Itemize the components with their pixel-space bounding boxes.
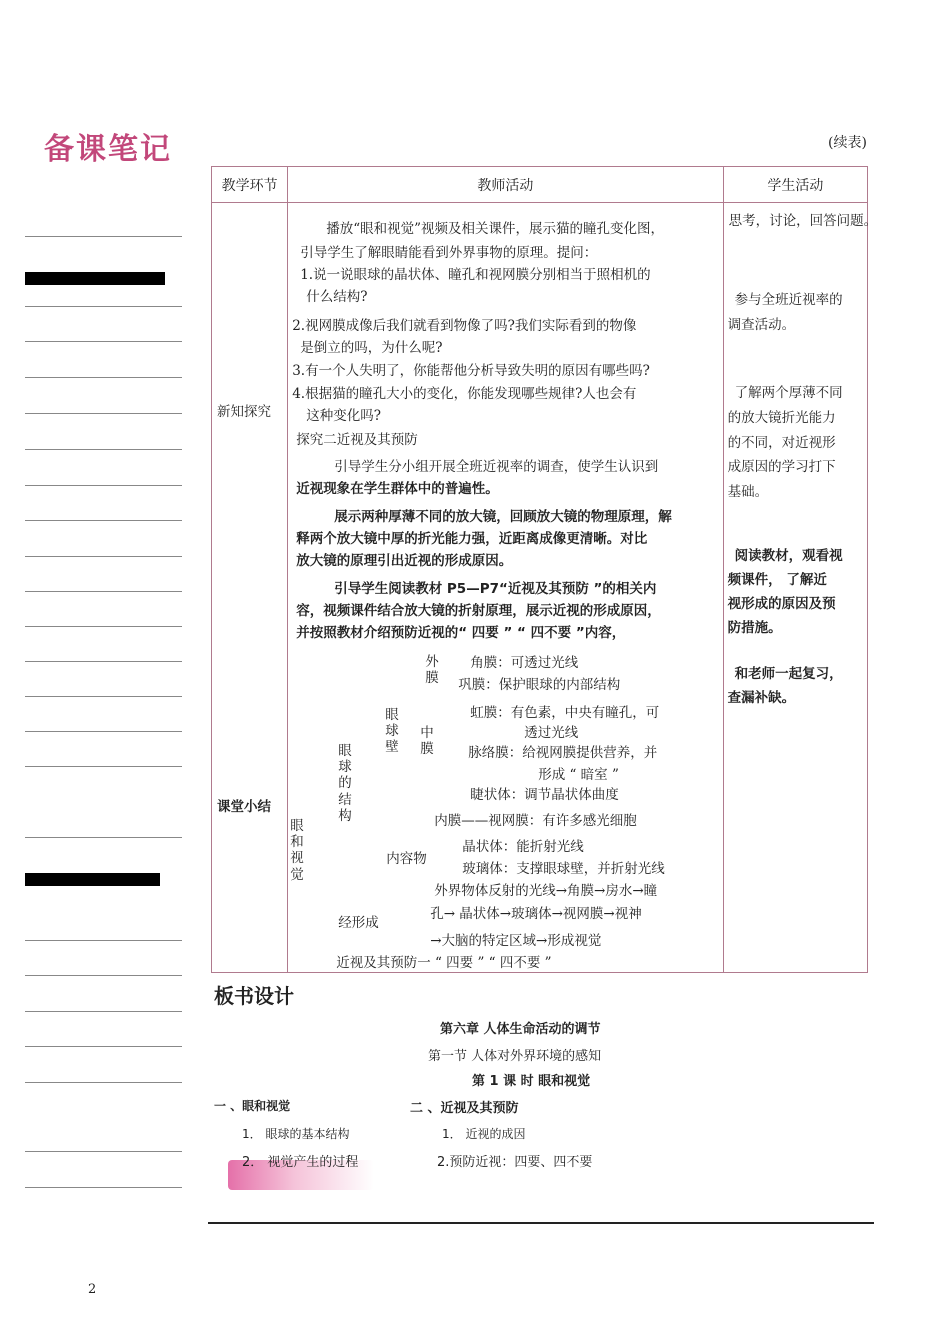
note-line (25, 1151, 182, 1152)
note-line (25, 449, 182, 450)
summary-text: 外界物体反射的光线→角膜→房水→瞳 (434, 883, 658, 899)
header-student: 学生活动 (723, 167, 867, 203)
teacher-text: 释两个放大镜中厚的折光能力强，近距离成像更清晰。对比 (296, 531, 648, 547)
student-text: 基础。 (727, 484, 769, 500)
note-line (25, 306, 182, 307)
teacher-text: 什么结构? (306, 289, 368, 305)
summary-middle-label: 中膜 (420, 725, 434, 758)
lesson-table (211, 166, 878, 973)
summary-text: 脉络膜：给视网膜提供营养，并 (468, 745, 658, 761)
summary-text: 经形成 (338, 915, 379, 931)
student-text: 的放大镜折光能力 (727, 410, 836, 426)
summary-structure-label: 眼球的结构 (338, 743, 352, 824)
note-line (25, 626, 182, 627)
stage-new-explore: 新知探究 (217, 404, 271, 420)
teacher-text: 引导学生了解眼睛能看到外界事物的原理。提问： (300, 245, 598, 261)
summary-text: 形成 “ 暗室 ” (538, 767, 619, 783)
board-item: 1． 眼球的基本结构 (242, 1127, 350, 1141)
teacher-text: 引导学生分小组开展全班近视率的调查，使学生认识到 (334, 459, 659, 475)
note-line (25, 236, 182, 237)
summary-text: 晶状体：能折射光线 (462, 839, 584, 855)
note-line (25, 696, 182, 697)
student-text: 调查活动。 (727, 317, 796, 333)
teacher-text: 3.有一个人失明了，你能帮他分析导致失明的原因有哪些吗? (292, 363, 650, 379)
board-section: 第一节 人体对外界环境的感知 (428, 1049, 602, 1064)
teacher-text: 1.说一说眼球的晶状体、瞳孔和视网膜分别相当于照相机的 (300, 267, 651, 283)
note-line (25, 377, 182, 378)
teacher-text: 展示两种厚薄不同的放大镜，回顾放大镜的物理原理，解 (334, 509, 672, 525)
teacher-text: 这种变化吗? (306, 408, 381, 424)
summary-text: 玻璃体：支撑眼球壁，并折射光线 (462, 861, 665, 877)
student-text: 阅读教材，观看视 (734, 548, 843, 564)
black-bar (25, 873, 160, 886)
student-text: 频课件， 了解近 (727, 572, 827, 588)
student-text: 了解两个厚薄不同 (734, 385, 843, 401)
stage-summary: 课堂小结 (217, 799, 271, 815)
black-bar (25, 272, 165, 285)
teacher-text: 并按照教材介绍预防近视的“ 四要 ” “ 四不要 ”内容， (296, 625, 626, 641)
note-line (25, 413, 182, 414)
note-line (25, 731, 182, 732)
summary-text: 透过光线 (524, 725, 579, 741)
teacher-text: 近视现象在学生群体中的普遍性。 (296, 481, 499, 497)
stage-cell (212, 203, 288, 973)
note-line (25, 837, 182, 838)
summary-text: →大脑的特定区域→形成视觉 (430, 933, 602, 949)
student-text: 思考，讨论，回答问题。 (728, 213, 878, 229)
student-text: 成原因的学习打下 (727, 459, 836, 475)
teacher-text: 是倒立的吗，为什么呢? (300, 340, 443, 356)
teacher-text: 放大镜的原理引出近视的形成原因。 (296, 553, 513, 569)
board-part2: 二 、近视及其预防 (410, 1101, 519, 1116)
teacher-text: 播放“眼和视觉”视频及相关课件，展示猫的瞳孔变化图， (326, 221, 665, 237)
sidebar-title: 备课笔记 (44, 132, 172, 167)
note-line (25, 766, 182, 767)
note-line (25, 591, 182, 592)
board-item: 2.预防近视：四要、四不要 (437, 1155, 593, 1170)
teacher-text: 引导学生阅读教材 P5—P7“近视及其预防 ”的相关内 (334, 581, 657, 597)
summary-wall-label: 眼球壁 (385, 707, 399, 756)
student-text: 查漏补缺。 (727, 690, 796, 706)
header-stage: 教学环节 (212, 167, 288, 203)
note-line (25, 1082, 182, 1083)
note-line (25, 556, 182, 557)
teacher-text: 2.视网膜成像后我们就看到物像了吗?我们实际看到的物像 (292, 318, 637, 334)
board-part1: 一 、眼和视觉 (214, 1099, 291, 1113)
header-teacher: 教师活动 (288, 167, 723, 203)
continued-label: (续表) (828, 135, 867, 151)
note-line (25, 1046, 182, 1047)
page-number: 2 (88, 1282, 97, 1297)
student-text: 视形成的原因及预 (727, 596, 836, 612)
summary-text: 孔→ 晶状体→玻璃体→视网膜→视神 (430, 906, 642, 922)
note-line (25, 341, 182, 342)
student-text: 防措施。 (727, 620, 782, 636)
student-cell (723, 203, 878, 973)
summary-outer-label: 外膜 (425, 654, 439, 687)
teacher-text: 探究二近视及其预防 (296, 432, 418, 448)
student-text: 和老师一起复习， (734, 666, 843, 682)
student-text: 的不同，对近视形 (727, 435, 836, 451)
summary-text: 内容物 (386, 851, 427, 867)
summary-text: 近视及其预防一 “ 四要 ” “ 四不要 ” (336, 955, 552, 971)
note-line (25, 975, 182, 976)
board-item: 1． 近视的成因 (442, 1127, 526, 1141)
bottom-divider (208, 1222, 874, 1224)
note-line (25, 485, 182, 486)
board-lesson: 第 1 课 时 眼和视觉 (472, 1074, 591, 1089)
summary-root-label: 眼和视觉 (290, 818, 304, 883)
summary-text: 巩膜：保护眼球的内部结构 (458, 677, 621, 693)
summary-text: 角膜：可透过光线 (470, 655, 579, 671)
note-line (25, 1011, 182, 1012)
note-line (25, 520, 182, 521)
board-title: 板书设计 (214, 984, 294, 1008)
student-text: 参与全班近视率的 (734, 292, 843, 308)
summary-text: 内膜——视网膜：有许多感光细胞 (434, 813, 637, 829)
note-line (25, 940, 182, 941)
teacher-cell (288, 203, 723, 973)
note-line (25, 661, 182, 662)
board-chapter: 第六章 人体生命活动的调节 (440, 1022, 601, 1037)
summary-text: 睫状体：调节晶状体曲度 (470, 787, 619, 803)
board-item: 2． 视觉产生的过程 (242, 1155, 359, 1170)
teacher-text: 4.根据猫的瞳孔大小的变化，你能发现哪些规律?人也会有 (292, 386, 637, 402)
summary-text: 虹膜：有色素，中央有瞳孔，可 (470, 705, 660, 721)
teacher-text: 容，视频课件结合放大镜的折射原理，展示近视的形成原因， (296, 603, 661, 619)
note-line (25, 1187, 182, 1188)
